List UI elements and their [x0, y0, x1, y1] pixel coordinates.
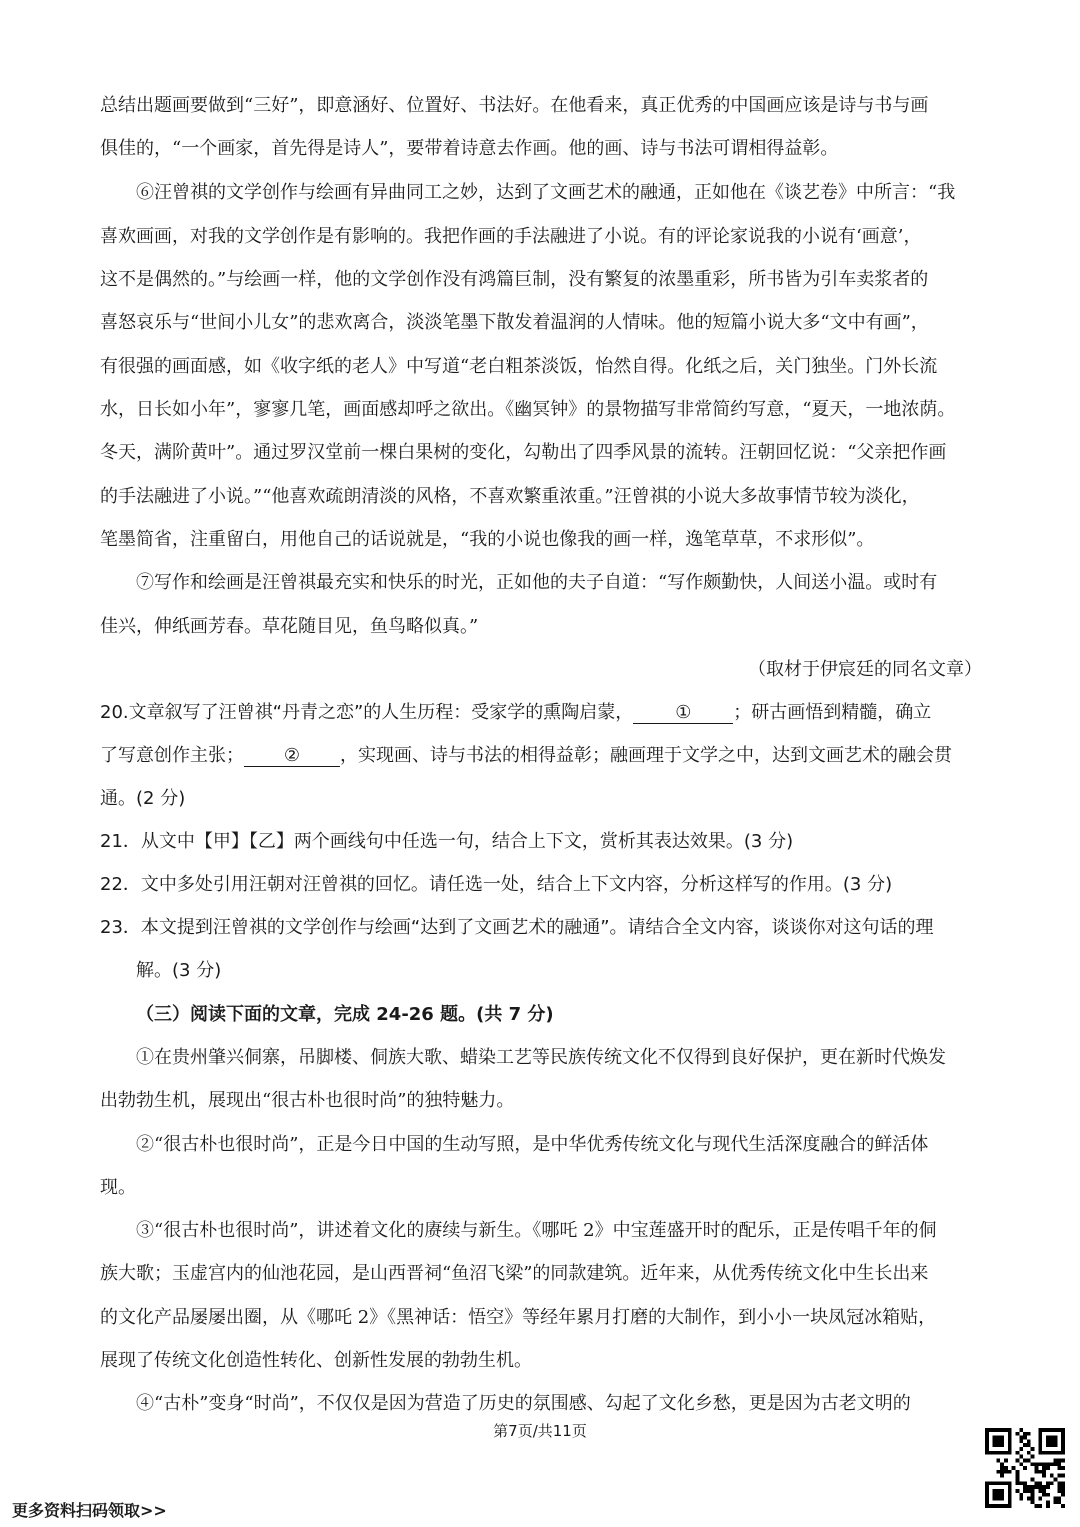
page-number: 第7页/共11页	[493, 1422, 587, 1440]
question-20-line-3: 通。(2 分)	[100, 788, 186, 809]
blank-2: ②	[244, 746, 340, 767]
qr-code-icon	[985, 1428, 1065, 1508]
question-22: 22．文中多处引用汪朝对汪曾祺的回忆。请任选一处，结合上下文内容，分析这样写的作用。(3 分)	[100, 874, 893, 895]
promo-text[interactable]: 更多资料扫码领取>>	[12, 1501, 167, 1520]
paragraph-line: 族大歌；玉虚宫内的仙池花园，是山西晋祠“鱼沼飞梁”的同款建筑。近年来，从优秀传统文化中生长出来	[100, 1263, 929, 1284]
paragraph-line: ④“古朴”变身“时尚”，不仅仅是因为营造了历史的氛围感、勾起了文化乡愁，更是因为古老文明的	[136, 1393, 911, 1414]
blank-1: ①	[633, 703, 733, 724]
paragraph-line: ①在贵州肇兴侗寨，吊脚楼、侗族大歌、蜡染工艺等民族传统文化不仅得到良好保护，更在新时代焕发	[136, 1047, 946, 1068]
paragraph-line: 展现了传统文化创造性转化、创新性发展的勃勃生机。	[100, 1350, 532, 1371]
paragraph-line: ②“很古朴也很时尚”，正是今日中国的生动写照，是中华优秀传统文化与现代生活深度融合的鲜活体	[136, 1134, 929, 1155]
question-23-line-2: 解。(3 分)	[136, 960, 222, 981]
question-21: 21．从文中【甲】【乙】两个画线句中任选一句，结合上下文，赏析其表达效果。(3 分)	[100, 831, 794, 852]
paragraph-line: ⑥汪曾祺的文学创作与绘画有异曲同工之妙，达到了文画艺术的融通，正如他在《谈艺卷》中所言：“我	[136, 182, 956, 203]
question-20-text: ，实现画、诗与书法的相得益彰；融画理于文学之中，达到文画艺术的融会贯	[340, 745, 952, 766]
paragraph-line: 的手法融进了小说。”“他喜欢疏朗清淡的风格，不喜欢繁重浓重。”汪曾祺的小说大多故事情节较为淡化，	[100, 486, 920, 507]
question-20-text: ；研古画悟到精髓，确立	[733, 702, 932, 723]
paragraph-line: 喜怒哀乐与“世间小儿女”的悲欢离合，淡淡笔墨下散发着温润的人情味。他的短篇小说大多“文中有画”，	[100, 312, 929, 333]
paragraph-line: 这不是偶然的。”与绘画一样，他的文学创作没有鸿篇巨制，没有繁复的浓墨重彩，所书皆为引车卖浆者的	[100, 269, 929, 290]
paragraph-line: 现。	[100, 1177, 136, 1198]
question-20-text: 20.文章叙写了汪曾祺“丹青之恋”的人生历程：受家学的熏陶启蒙，	[100, 702, 634, 723]
source-citation: （取材于伊宸廷的同名文章）	[748, 659, 982, 680]
paragraph-line: 俱佳的，“一个画家，首先得是诗人”，要带着诗意去作画。他的画、诗与书法可谓相得益彰。	[100, 138, 839, 159]
paragraph-line: 笔墨简省，注重留白，用他自己的话说就是，“我的小说也像我的画一样，逸笔草草，不求形似”。	[100, 529, 875, 550]
section-3-heading: （三）阅读下面的文章，完成 24-26 题。(共 7 分)	[136, 1004, 554, 1025]
paragraph-line: 佳兴，伸纸画芳春。草花随目见，鱼鸟略似真。”	[100, 616, 479, 637]
question-20-line-1	[100, 701, 982, 725]
question-20-text: 了写意创作主张；	[100, 745, 244, 766]
paragraph-line: 出勃勃生机，展现出“很古朴也很时尚”的独特魅力。	[100, 1090, 515, 1111]
paragraph-line: 总结出题画要做到“三好”，即意涵好、位置好、书法好。在他看来，真正优秀的中国画应该是诗与书与画	[100, 95, 929, 116]
paragraph-line: ③“很古朴也很时尚”，讲述着文化的赓续与新生。《哪吒 2》中宝莲盛开时的配乐，正是传唱千年的侗	[136, 1220, 937, 1241]
paragraph-line: 水，日长如小年”，寥寥几笔，画面感却呼之欲出。《幽冥钟》的景物描写非常简约写意，“夏天，一地浓荫。	[100, 399, 956, 420]
question-23-line-1: 23．本文提到汪曾祺的文学创作与绘画“达到了文画艺术的融通”。请结合全文内容，谈谈你对这句话的理	[100, 917, 934, 938]
paragraph-line: 有很强的画面感，如《收字纸的老人》中写道“老白粗茶淡饭，怡然自得。化纸之后，关门独坐。门外长流	[100, 356, 938, 377]
paragraph-line: 喜欢画画，对我的文学创作是有影响的。我把作画的手法融进了小说。有的评论家说我的小说有‘画意’，	[100, 226, 922, 247]
paragraph-line: 冬天，满阶黄叶”。通过罗汉堂前一棵白果树的变化，勾勒出了四季风景的流转。汪朝回忆说：“父亲把作画	[100, 442, 947, 463]
paragraph-line: ⑦写作和绘画是汪曾祺最充实和快乐的时光，正如他的夫子自道：“写作颇勤快，人间送小温。或时有	[136, 572, 938, 593]
question-20-line-2	[100, 744, 982, 768]
paragraph-line: 的文化产品屡屡出圈，从《哪吒 2》《黑神话：悟空》等经年累月打磨的大制作，到小小一块凤冠冰箱贴，	[100, 1307, 937, 1328]
